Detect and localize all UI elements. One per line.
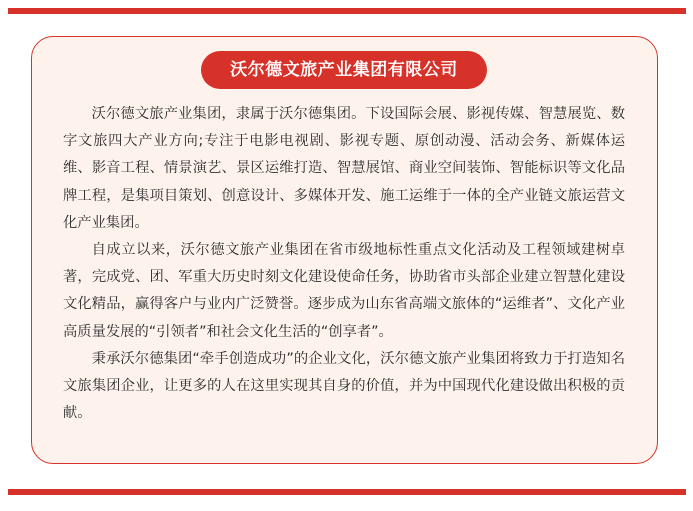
article-body (63, 101, 625, 427)
company-title: 沃尔德文旅产业集团有限公司 (201, 51, 487, 89)
paragraph-vision: 秉承沃尔德集团“牵手创造成功”的企业文化，沃尔德文旅产业集团将致力于打造知名文旅集团企业，让更多的人在这里实现其自身的价值，并为中国现代化建设做出积极的贡献。 (63, 350, 625, 422)
bottom-divider (8, 489, 686, 495)
paragraph-intro: 沃尔德文旅产业集团，隶属于沃尔德集团。下设国际会展、影视传媒、智慧展览、数字文旅四大产业方向;专注于电影电视剧、影视专题、原创动漫、活动会务、新媒体运维、影音工程、情景演艺、景区运维打造、智慧展馆、商业空间装饰、智能标识等文化品牌工程，是集项目策划、创意设计、多媒体开发、施工运维于一体的全产业链文旅运营文化产业集团。 (63, 106, 625, 231)
top-divider (8, 8, 686, 14)
paragraph-achievements: 自成立以来，沃尔德文旅产业集团在省市级地标性重点文化活动及工程领域建树卓著，完成党、团、军重大历史时刻文化建设使命任务，协助省市头部企业建立智慧化建设文化精品，赢得客户与业内广泛赞誉。逐步成为山东省高端文旅体的“运维者”、文化产业高质量发展的“引领者”和社会文化生活的“创享者”。 (63, 242, 625, 340)
